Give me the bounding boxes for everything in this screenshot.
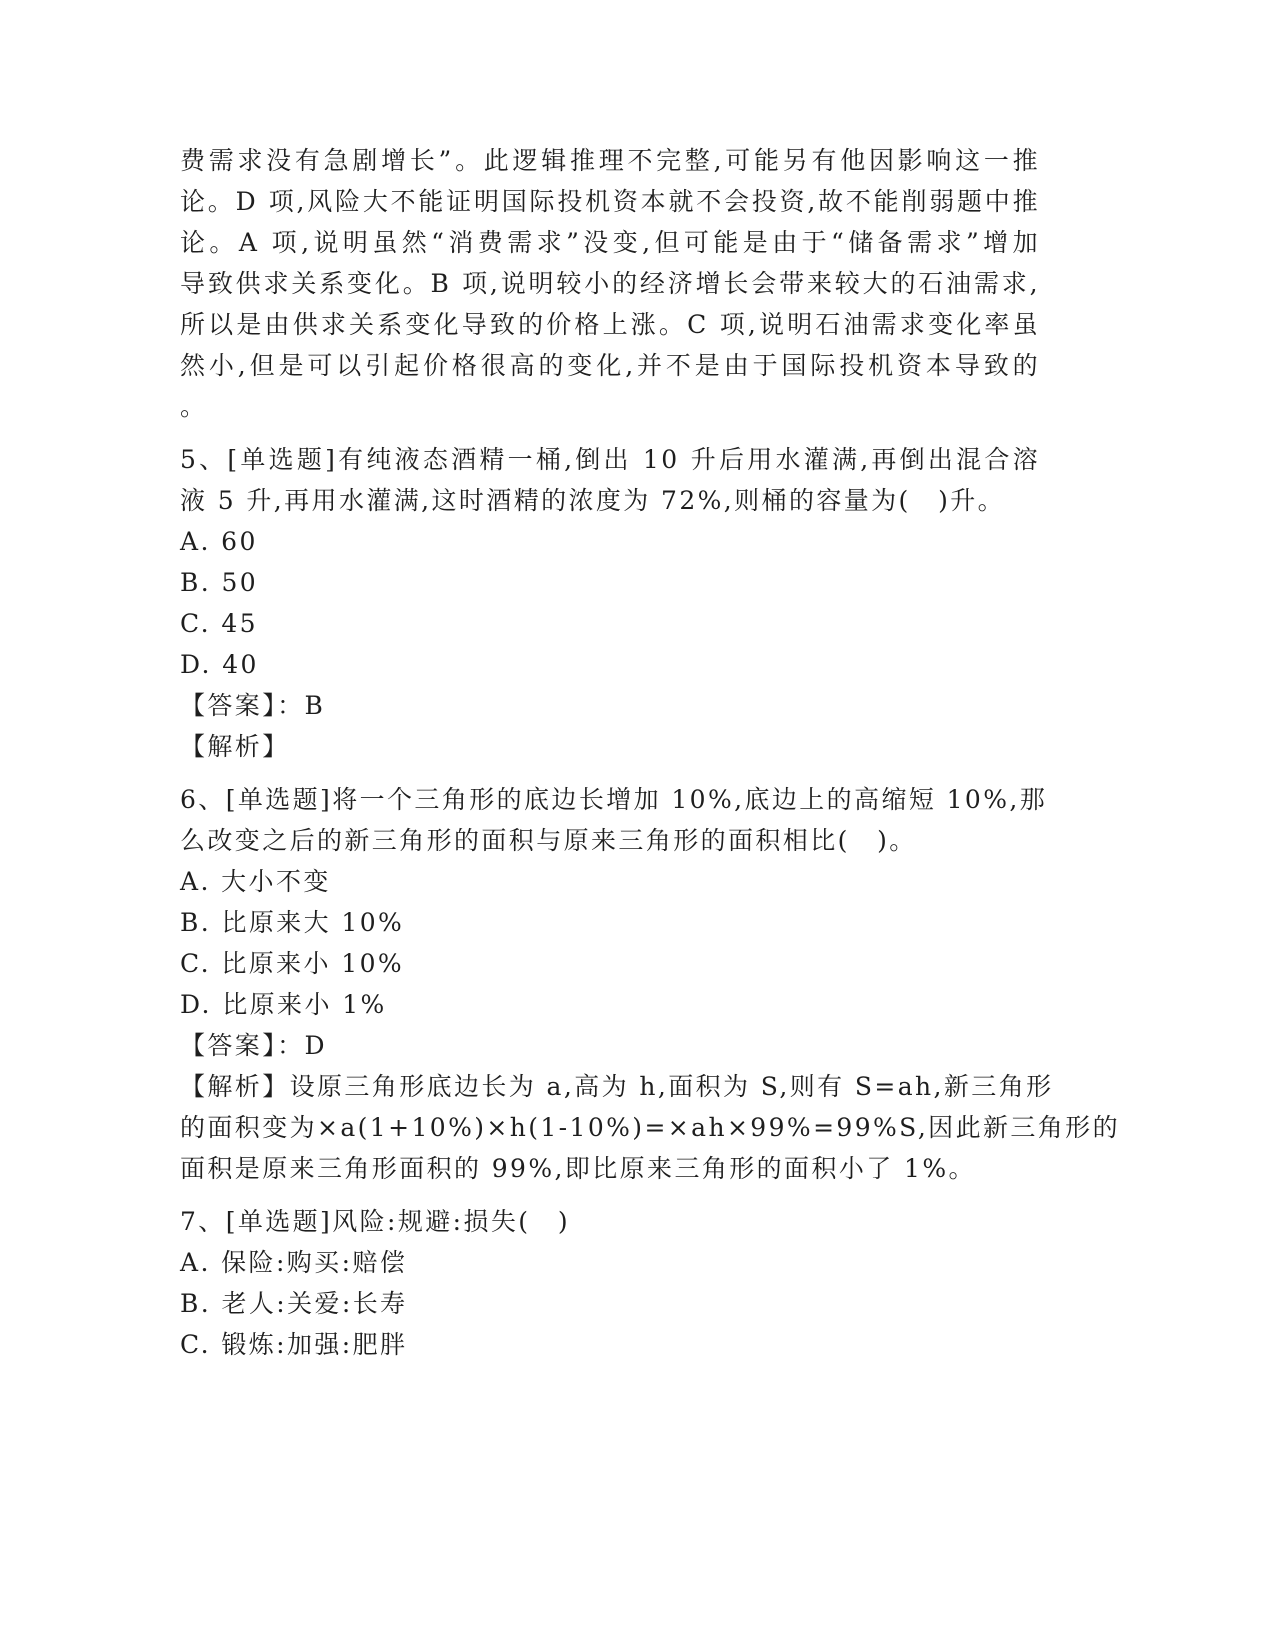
analysis-continuation: [180, 140, 1040, 427]
text-line: 论。A 项,说明虽然“消费需求”没变,但可能是由于“储备需求”增加: [180, 228, 1040, 257]
option-b: B. 50: [180, 568, 259, 597]
option-a: A. 保险:购买:赔偿: [180, 1248, 408, 1277]
analysis-line: 的面积变为×a(1+10%)×h(1-10%)=×ah×99%=99%S,因此新三角形的: [180, 1113, 1120, 1142]
question-stem-line: 5、[单选题]有纯液态酒精一桶,倒出 10 升后用水灌满,再倒出混合溶: [180, 445, 1040, 474]
option-c: C. 锻炼:加强:肥胖: [180, 1330, 408, 1359]
option-b: B. 比原来大 10%: [180, 908, 405, 937]
text-line: 然小,但是可以引起价格很高的变化,并不是由于国际投机资本导致的: [180, 351, 1040, 380]
question-stem-line: 6、[单选题]将一个三角形的底边长增加 10%,底边上的高缩短 10%,那: [180, 785, 1048, 814]
analysis-line: 【解析】设原三角形底边长为 a,高为 h,面积为 S,则有 S=ah,新三角形: [180, 1072, 1054, 1101]
answer-line: 【答案】：D: [180, 1031, 327, 1060]
question-stem-line: 么改变之后的新三角形的面积与原来三角形的面积相比( )。: [180, 826, 917, 855]
text-line: 所以是由供求关系变化导致的价格上涨。C 项,说明石油需求变化率虽: [180, 310, 1040, 339]
document-page: [180, 140, 1120, 1365]
analysis-label: 【解析】: [180, 732, 290, 761]
question-stem-line: 液 5 升,再用水灌满,这时酒精的浓度为 72%,则桶的容量为( )升。: [180, 486, 1006, 515]
question-stem-line: 7、[单选题]风险:规避:损失( ): [180, 1207, 570, 1236]
text-line: 导致供求关系变化。B 项,说明较小的经济增长会带来较大的石油需求,: [180, 269, 1040, 298]
question-7: [180, 1201, 1040, 1365]
option-b: B. 老人:关爱:长寿: [180, 1289, 408, 1318]
text-line: 论。D 项,风险大不能证明国际投机资本就不会投资,故不能削弱题中推: [180, 187, 1040, 216]
question-5: [180, 439, 1040, 767]
option-a: A. 60: [180, 527, 258, 556]
answer-line: 【答案】：B: [180, 691, 326, 720]
analysis-line: 面积是原来三角形面积的 99%,即比原来三角形的面积小了 1%。: [180, 1154, 976, 1183]
question-6: [180, 779, 1120, 1189]
option-d: D. 40: [180, 650, 259, 679]
option-c: C. 比原来小 10%: [180, 949, 405, 978]
option-a: A. 大小不变: [180, 867, 331, 896]
text-line: 。: [180, 392, 208, 421]
option-c: C. 45: [180, 609, 258, 638]
text-line: 费需求没有急剧增长”。此逻辑推理不完整,可能另有他因影响这一推: [180, 146, 1040, 175]
option-d: D. 比原来小 1%: [180, 990, 387, 1019]
